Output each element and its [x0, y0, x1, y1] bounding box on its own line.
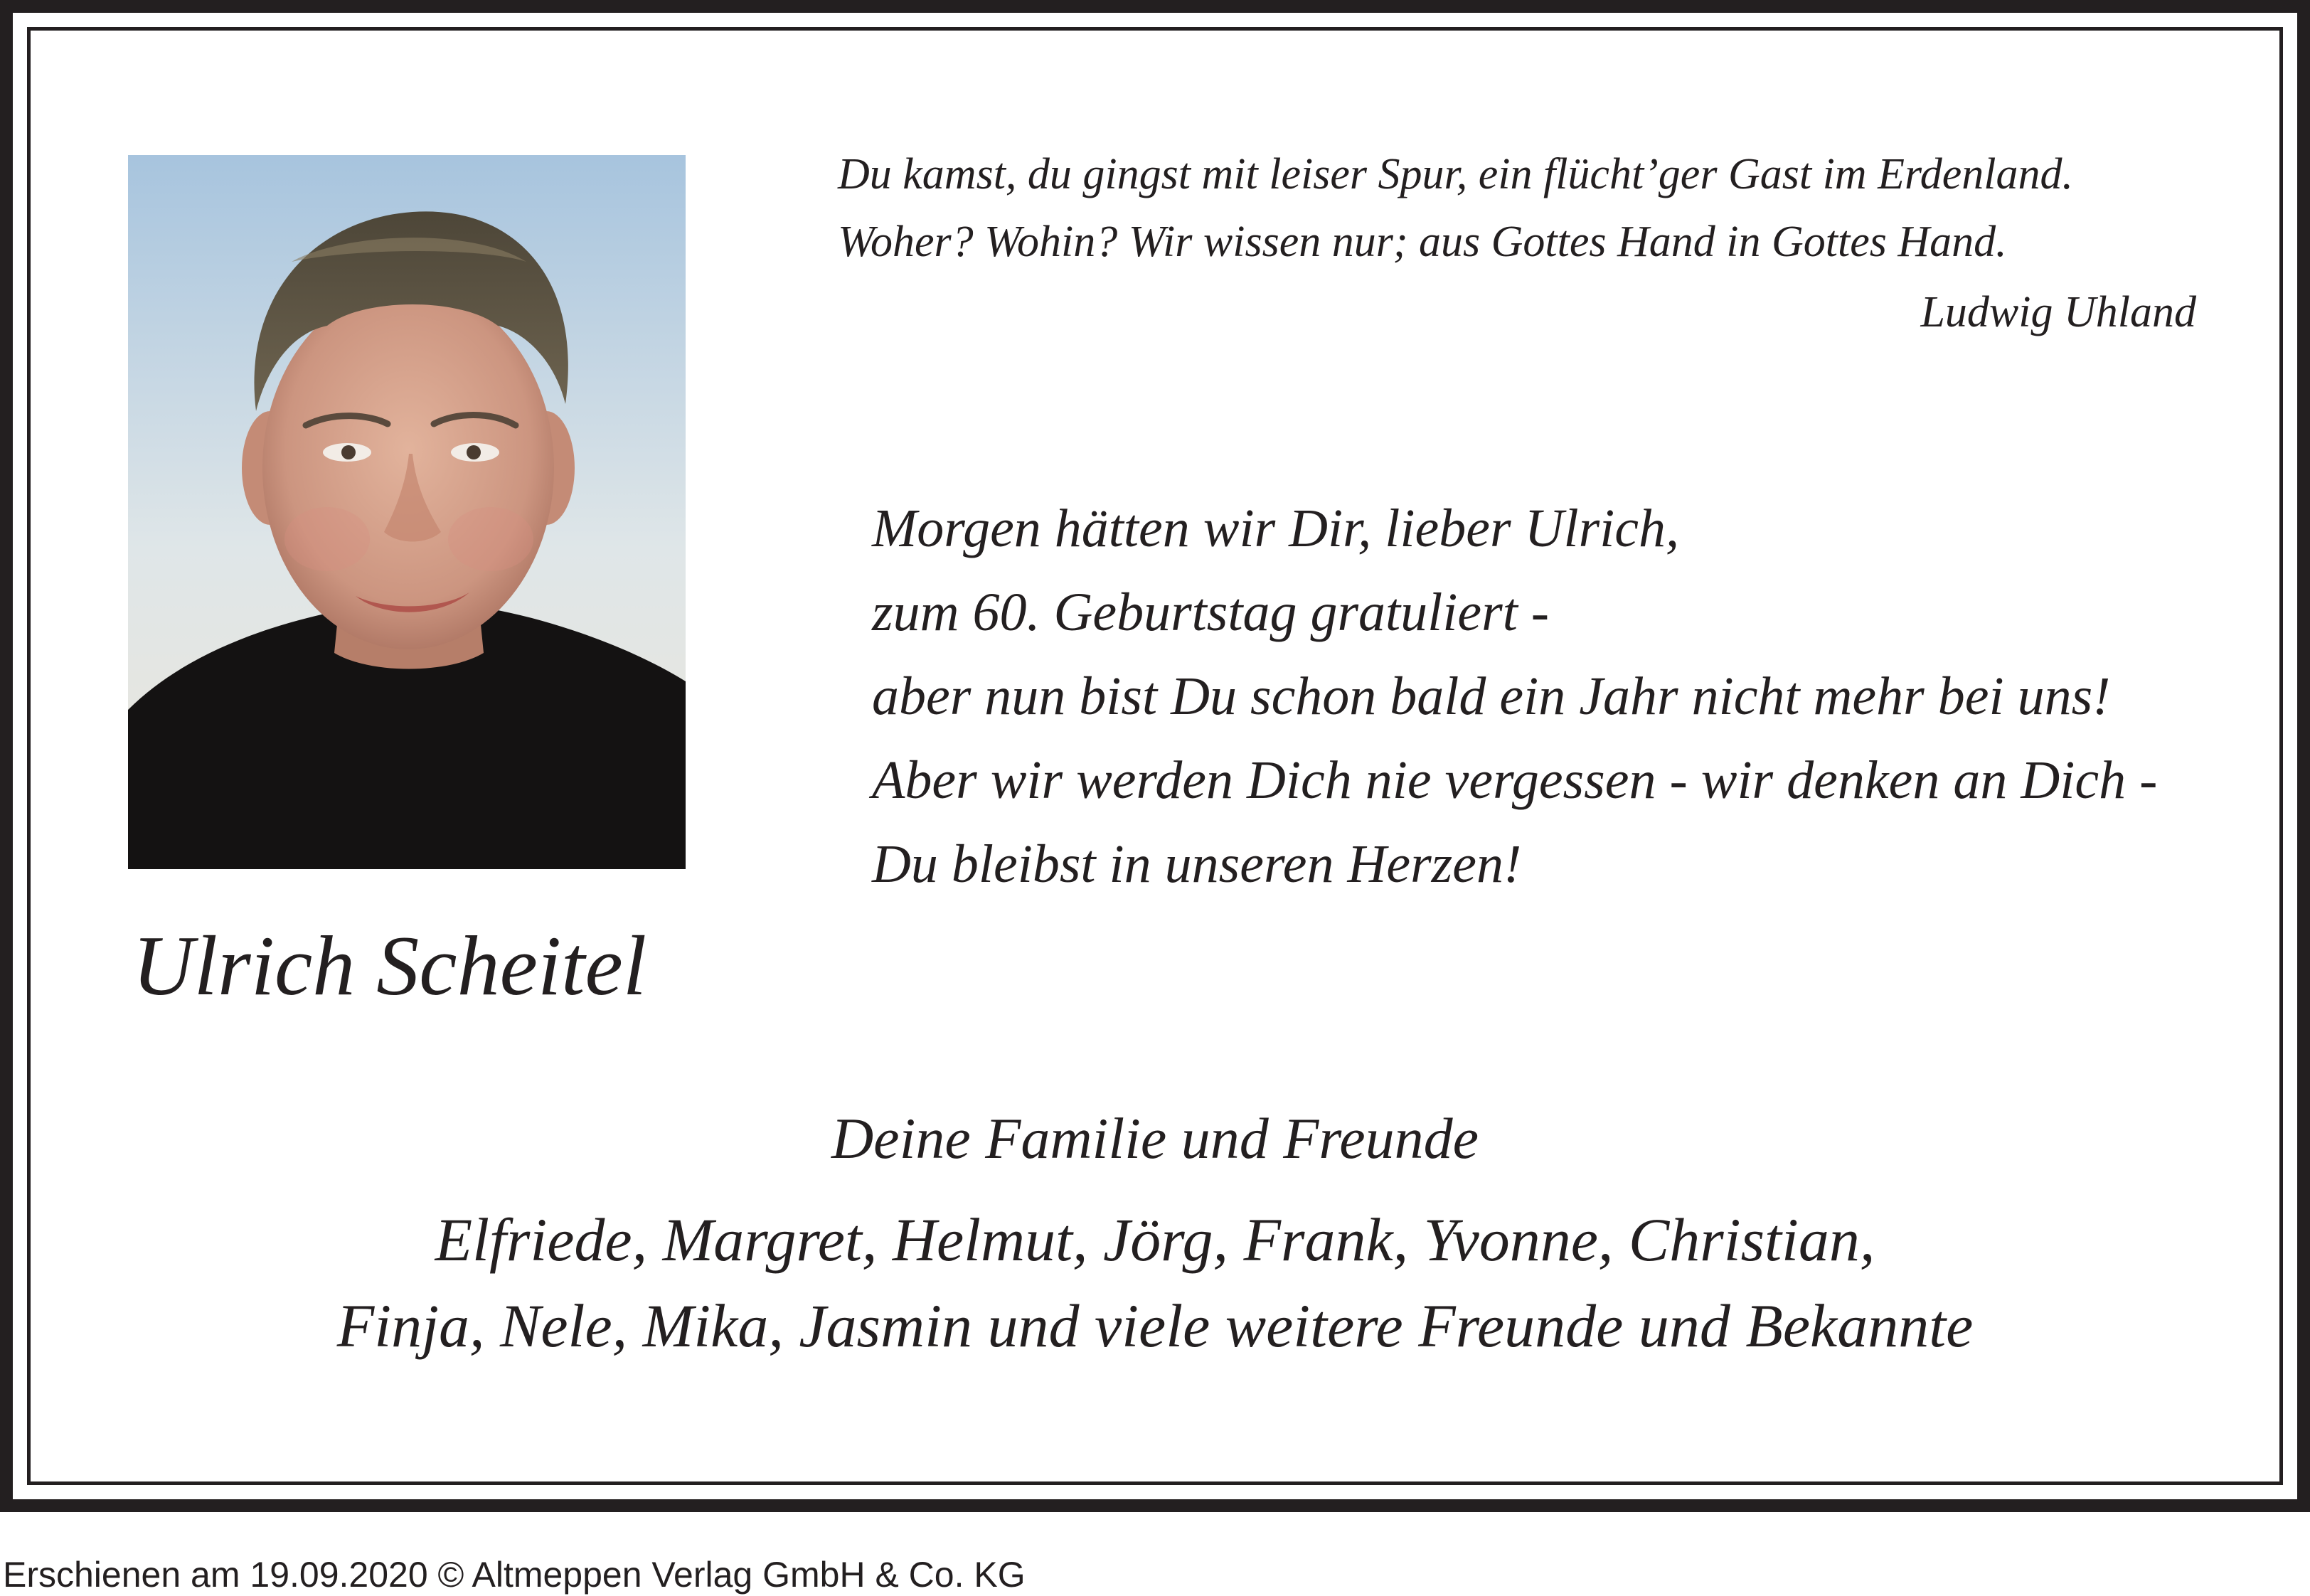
- message-line-1: Morgen hätten wir Dir, lieber Ulrich,: [872, 499, 1679, 558]
- deceased-name: Ulrich Scheitel: [132, 918, 647, 1013]
- quote-line-2: Woher? Wohin? Wir wissen nur; aus Gottes Hand in Gottes Hand.: [838, 218, 2007, 266]
- message-line-4: Aber wir werden Dich nie vergessen - wir denken an Dich -: [872, 750, 2158, 810]
- publication-footer: Erschienen am 19.09.2020 © Altmeppen Verlag GmbH & Co. KG: [3, 1555, 1026, 1595]
- family-names-line-2: Finja, Nele, Mika, Jasmin und viele weitere Freunde und Bekannte: [336, 1292, 1974, 1360]
- message-line-3: aber nun bist Du schon bald ein Jahr nicht mehr bei uns!: [872, 666, 2111, 726]
- message-line-5: Du bleibst in unseren Herzen!: [872, 834, 1522, 894]
- family-heading: Deine Familie und Freunde: [831, 1106, 1479, 1171]
- quote-line-1: Du kamst, du gingst mit leiser Spur, ein flücht’ger Gast im Erdenland.: [838, 150, 2074, 198]
- memorial-message: [872, 486, 2157, 906]
- family-names-line-1: Elfriede, Margret, Helmut, Jörg, Frank, Yvonne, Christian,: [435, 1206, 1875, 1274]
- message-line-2: zum 60. Geburtstag gratuliert -: [872, 582, 1550, 642]
- quote-author: Ludwig Uhland: [1920, 288, 2196, 336]
- portrait-photo: [128, 155, 686, 869]
- poem-quote: [838, 141, 2196, 346]
